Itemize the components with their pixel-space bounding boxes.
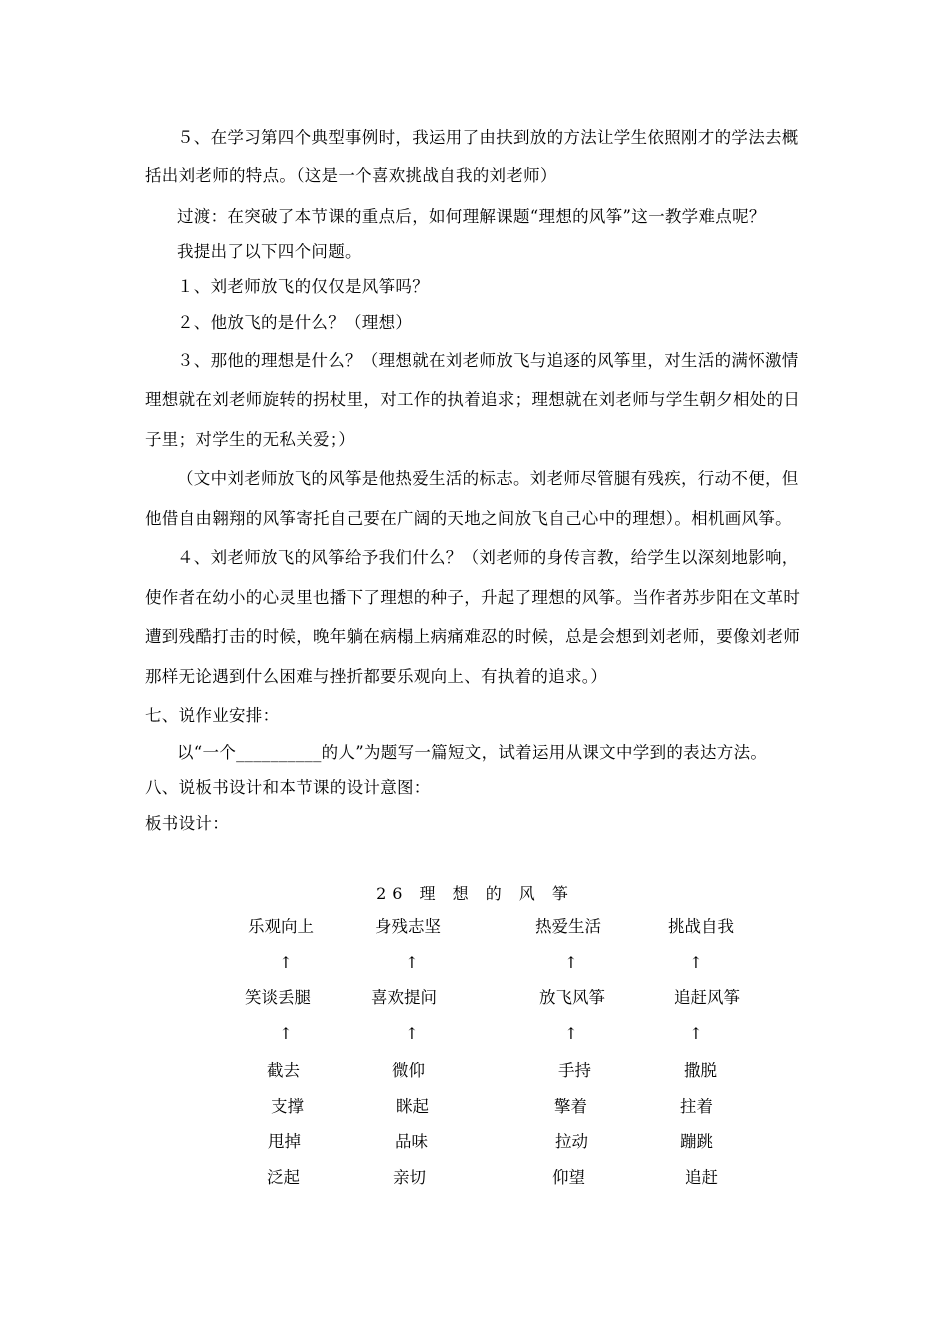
board-word: 仰望	[552, 1168, 585, 1187]
board-cell: 身残志坚	[375, 917, 441, 936]
board-word: 撒脱	[684, 1061, 717, 1080]
up-arrow-icon: ↑	[689, 953, 703, 972]
up-arrow-icon: ↑	[689, 1024, 703, 1043]
up-arrow-icon: ↑	[279, 953, 293, 972]
section-heading: 七、说作业安排：	[145, 706, 280, 725]
up-arrow-icon: ↑	[405, 953, 419, 972]
paragraph-line: ３、那他的理想是什么？（理想就在刘老师放飞与追逐的风筝里，对生活的满怀激情	[177, 351, 799, 370]
board-word: 蹦跳	[680, 1132, 713, 1151]
board-word: 拉动	[555, 1132, 588, 1151]
board-word: 微仰	[392, 1061, 425, 1080]
paragraph-line: ４、刘老师放飞的风筝给予我们什么？（刘老师的身传言教，给学生以深刻地影响，	[177, 548, 799, 567]
board-cell: 放飞风筝	[539, 988, 605, 1007]
board-cell: 挑战自我	[668, 917, 734, 936]
board-word: 眯起	[396, 1097, 429, 1116]
board-cell: 热爱生活	[535, 917, 601, 936]
board-word: 手持	[558, 1061, 591, 1080]
board-word: 泛起	[267, 1168, 300, 1187]
board-word: 支撑	[271, 1097, 304, 1116]
paragraph-line: 使作者在幼小的心灵里也播下了理想的种子，升起了理想的风筝。当作者苏步阳在文革时	[145, 588, 801, 607]
section-heading: 八、说板书设计和本节课的设计意图：	[145, 778, 431, 797]
board-word: 截去	[267, 1061, 300, 1080]
board-cell: 追赶风筝	[674, 988, 740, 1007]
paragraph-line: 他借自由翱翔的风筝寄托自己要在广阔的天地之间放飞自己心中的理想）。相机画风筝。	[145, 509, 792, 528]
board-word: 擎着	[554, 1097, 587, 1116]
board-word: 甩掉	[268, 1132, 301, 1151]
board-word: 追赶	[685, 1168, 718, 1187]
paragraph-line: 括出刘老师的特点。（这是一个喜欢挑战自我的刘老师）	[145, 166, 557, 185]
paragraph-line: 板书设计：	[145, 814, 229, 833]
paragraph-line: 那样无论遇到什么困难与挫折都要乐观向上、有执着的追求。）	[145, 667, 608, 686]
paragraph-line: 子里；对学生的无私关爱；）	[145, 430, 356, 449]
up-arrow-icon: ↑	[564, 953, 578, 972]
paragraph-line: 过渡：在突破了本节课的重点后，如何理解课题“理想的风筝”这一教学难点呢？	[177, 207, 766, 226]
paragraph-line: 理想就在刘老师旋转的拐杖里，对工作的执着追求；理想就在刘老师与学生朝夕相处的日	[145, 390, 801, 409]
board-title: 26 理 想 的 风 筝	[376, 884, 574, 903]
paragraph-line: ２、他放飞的是什么？（理想）	[177, 313, 413, 332]
board-word: 品味	[395, 1132, 428, 1151]
up-arrow-icon: ↑	[405, 1024, 419, 1043]
up-arrow-icon: ↑	[564, 1024, 578, 1043]
paragraph-line: ５、在学习第四个典型事例时，我运用了由扶到放的方法让学生依照刚才的学法去概	[177, 128, 799, 147]
paragraph-line: 以“一个__________的人”为题写一篇短文，试着运用从课文中学到的表达方法。	[177, 743, 768, 762]
board-word: 亲切	[393, 1168, 426, 1187]
paragraph-line: 我提出了以下四个问题。	[177, 242, 362, 261]
board-cell: 笑谈丢腿	[245, 988, 311, 1007]
paragraph-line: １、刘老师放飞的仅仅是风筝吗？	[177, 277, 429, 296]
up-arrow-icon: ↑	[279, 1024, 293, 1043]
board-cell: 喜欢提问	[371, 988, 437, 1007]
board-cell: 乐观向上	[248, 917, 314, 936]
board-word: 拄着	[680, 1097, 713, 1116]
paragraph-line: 遭到残酷打击的时候，晚年躺在病榻上病痛难忍的时候，总是会想到刘老师，要像刘老师	[145, 627, 801, 646]
paragraph-line: （文中刘老师放飞的风筝是他热爱生活的标志。刘老师尽管腿有残疾，行动不便，但	[177, 469, 799, 488]
